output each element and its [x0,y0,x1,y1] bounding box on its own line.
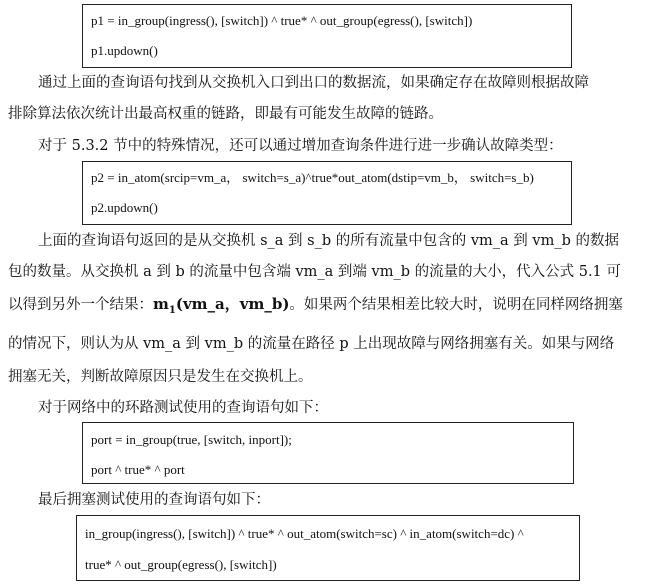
code-block-4 [76,515,580,581]
code-block-3 [82,422,574,484]
formula-symbol: m [153,295,169,313]
code-line: port = in_group(true, [switch, inport]); [91,432,292,447]
paragraph-line: 最后拥塞测试使用的查询语句如下： [38,492,270,508]
paragraph-line: 对于网络中的环路测试使用的查询语句如下： [38,400,328,416]
paragraph-line-with-formula [8,294,623,321]
code-line: port ^ true* ^ port [91,462,185,477]
paragraph-line: 的情况下，则认为从 vm_a 到 vm_b 的流量在路径 p 上出现故障与网络拥塞有关。如果与网络 [8,336,615,352]
code-line: true* ^ out_group(egress(), [switch]) [85,557,277,572]
code-line: p1.updown() [91,43,158,58]
code-line: in_group(ingress(), [switch]) ^ true* ^ out_atom(switch=sc) ^ in_atom(switch=dc) ^ [85,526,524,541]
formula-m1 [153,295,290,316]
code-line: p2 = in_atom(srcip=vm_a， switch=s_a)^true*out_atom(dstip=vm_b， switch=s_b) [91,170,534,185]
formula-subscript: 1 [168,305,176,316]
paragraph-line: 排除算法依次统计出最高权重的链路，即最有可能发生故障的链路。 [8,106,443,122]
paragraph-line: 通过上面的查询语句找到从交换机入口到出口的数据流，如果确定存在故障则根据故障 [38,75,589,91]
code-line: p2.updown() [91,200,158,215]
paragraph-text: 。如果两个结果相差比较大时，说明在同样网络拥塞 [289,297,623,313]
paragraph-line: 拥塞无关，判断故障原因只是发生在交换机上。 [8,369,313,385]
paragraph-line: 包的数量。从交换机 a 到 b 的流量中包含端 vm_a 到端 vm_b 的流量的大小，代入公式 5.1 可 [8,264,621,280]
paragraph-line: 对于 5.3.2 节中的特殊情况，还可以通过增加查询条件进行进一步确认故障类型： [38,138,563,154]
formula-args: (vm_a，vm_b) [175,295,290,313]
code-block-2 [82,161,572,225]
paragraph-line: 上面的查询语句返回的是从交换机 s_a 到 s_b 的所有流量中包含的 vm_a 到 vm_b 的数据 [38,233,619,249]
code-block-1 [82,4,572,68]
code-line: p1 = in_group(ingress(), [switch]) ^ true* ^ out_group(egress(), [switch]) [91,13,473,28]
paragraph-text: 以得到另外一个结果： [8,297,153,313]
